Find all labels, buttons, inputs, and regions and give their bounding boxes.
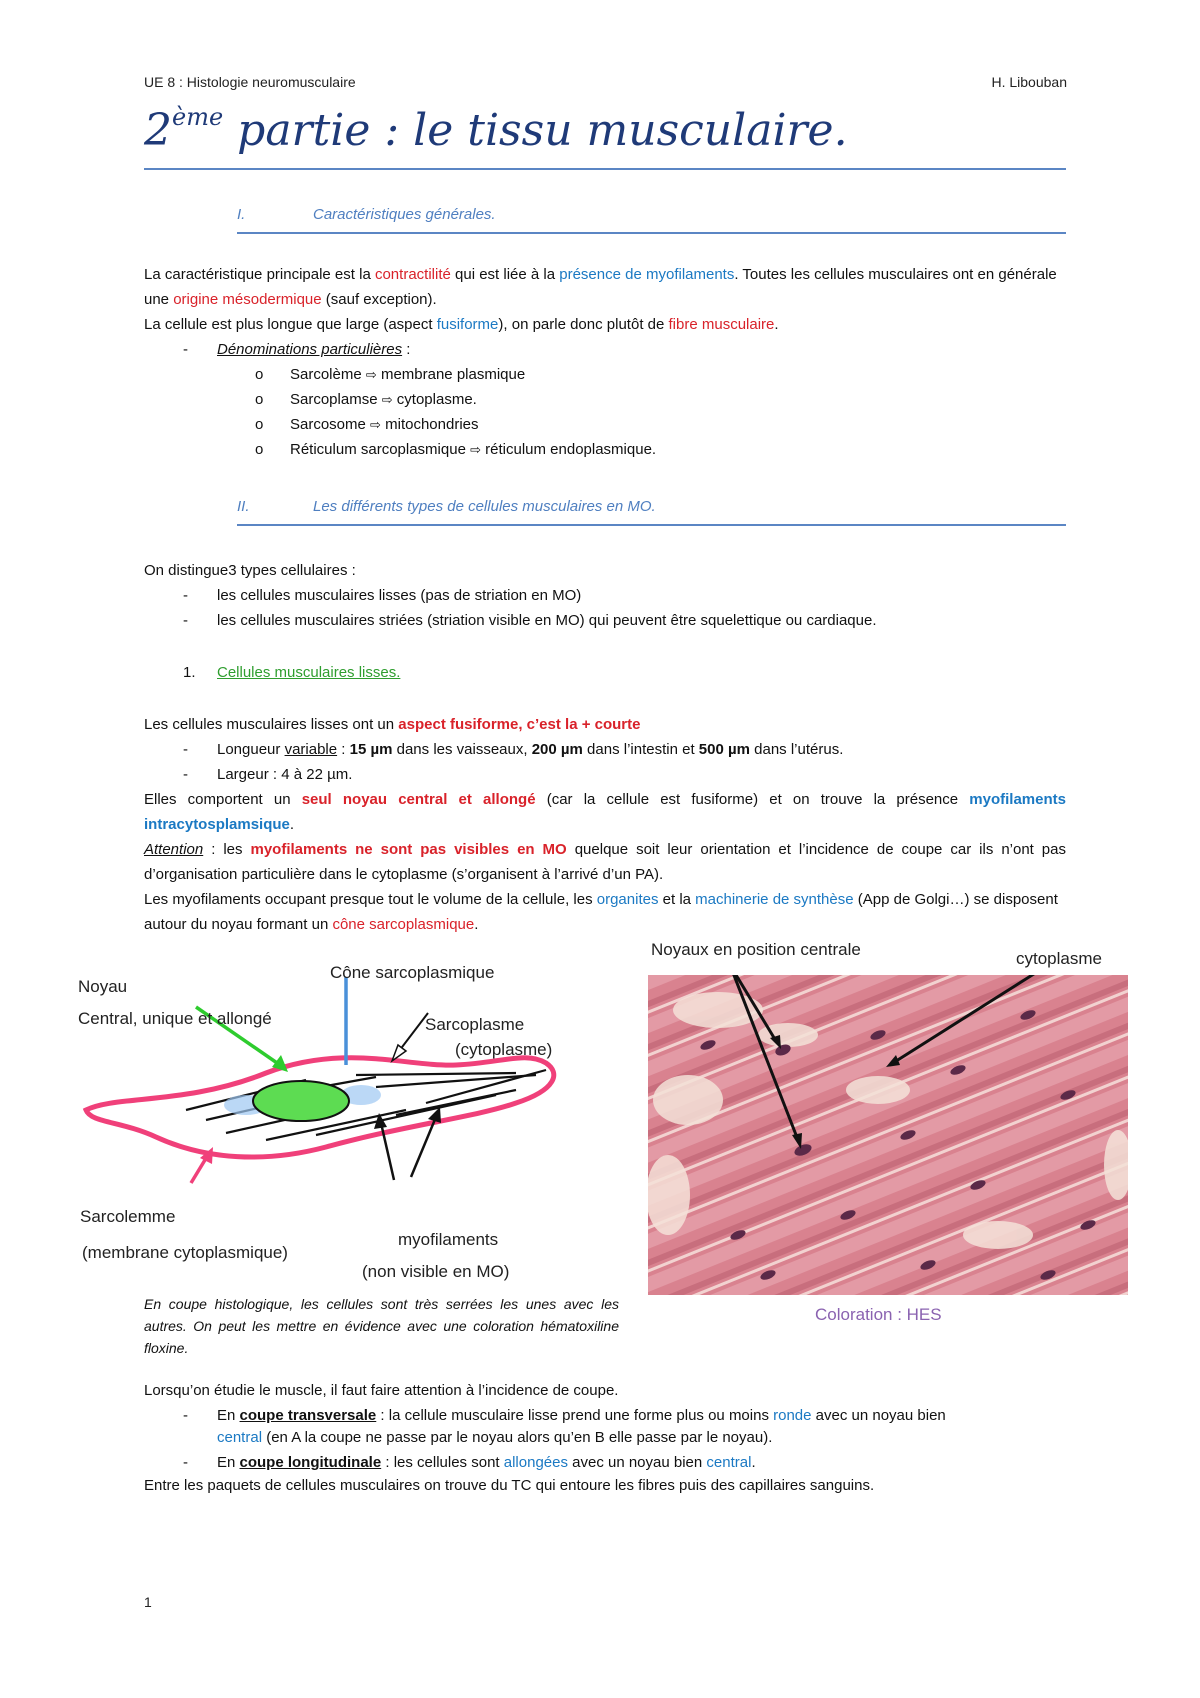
label-myofilaments: myofilaments <box>398 1230 499 1249</box>
label-sarcolemme: Sarcolemme <box>80 1207 176 1226</box>
section-1-heading: I. Caractéristiques générales. <box>237 206 496 223</box>
label-non-visible: (non visible en MO) <box>362 1262 510 1281</box>
coupe-last-line: Entre les paquets de cellules musculaires on trouve du TC qui entoure les fibres puis des capillaires sanguins. <box>144 1477 875 1494</box>
denomination-item: o Sarcoplamse ⇨ cytoplasme. <box>255 391 477 408</box>
arrow-icon: ⇨ <box>470 442 481 457</box>
label-noyau: Noyau <box>78 977 128 996</box>
types-item: - les cellules musculaires striées (striation visible en MO) qui peuvent être squelettique ou cardiaque. <box>183 612 877 629</box>
section-2-rule <box>237 524 1066 526</box>
denominations-heading: - Dénominations particulières : <box>183 341 411 358</box>
coupe-transversale-line1: - En coupe transversale : la cellule musculaire lisse prend une forme plus ou moins ronde avec un noyau bien <box>183 1407 946 1424</box>
types-intro: On distingue3 types cellulaires : <box>144 562 356 579</box>
denomination-item: o Réticulum sarcoplasmique ⇨ réticulum endoplasmique. <box>255 441 657 458</box>
coupe-transversale-line2: central (en A la coupe ne passe par le noyau alors qu’en B elle passe par le noyau). <box>217 1429 773 1446</box>
histology-photo <box>648 975 1128 1295</box>
arrow-icon: ⇨ <box>370 417 381 432</box>
attention-paragraph: Attention : les myofilaments ne sont pas visibles en MO quelque soit leur orientation et l’incidence de coupe car ils n’ont pas d’organisation particulière dans le cytoplasme (s’organisent à l’arrivé d’un PA). <box>144 841 1066 883</box>
header-left: UE 8 : Histologie neuromusculaire <box>144 74 356 90</box>
arrow-icon: ⇨ <box>365 367 377 382</box>
intro-paragraph: La caractéristique principale est la contractilité qui est liée à la présence de myofilaments. Toutes les cellules musculaires ont en générale une origine mésodermique (sauf exception). <box>144 266 1057 308</box>
label-central-unique: Central, unique et allongé <box>78 1009 272 1028</box>
label-photo-cytoplasme: cytoplasme <box>1016 949 1102 968</box>
label-membrane-cytoplasmique: (membrane cytoplasmique) <box>82 1243 288 1262</box>
types-item: - les cellules musculaires lisses (pas de striation en MO) <box>183 587 582 604</box>
section-1-rule <box>237 232 1066 234</box>
label-coloration: Coloration : HES <box>815 1305 942 1324</box>
arrow-icon: ⇨ <box>381 392 393 407</box>
histology-caption: En coupe histologique, les cellules sont très serrées les unes avec les autres. On peut les mettre en évidence avec une coloration hématoxiline floxine. <box>144 1296 619 1356</box>
noyau-paragraph: Elles comportent un seul noyau central et allongé (car la cellule est fusiforme) et on trouve la présence myofilaments intracytosplamsique. <box>144 791 1066 833</box>
width-item: - Largeur : 4 à 22 µm. <box>183 766 353 783</box>
page-title: 2ème partie : le tissu musculaire. <box>144 103 848 156</box>
label-cytoplasme-paren: (cytoplasme) <box>455 1040 553 1059</box>
title-rule <box>144 168 1066 170</box>
length-item: - Longueur variable : 15 µm dans les vaisseaux, 200 µm dans l’intestin et 500 µm dans l’utérus. <box>183 741 844 758</box>
label-sarcoplasme: Sarcoplasme <box>425 1015 525 1034</box>
myofilaments-paragraph: Les myofilaments occupant presque tout le volume de la cellule, les organites et la machinerie de synthèse (App de Golgi…) se disposent autour du noyau formant un cône sarcoplasmique. <box>144 891 1058 933</box>
header-right: H. Libouban <box>991 74 1067 90</box>
section-2-heading: II. Les différents types de cellules musculaires en MO. <box>237 498 656 515</box>
coupe-longitudinale: - En coupe longitudinale : les cellules sont allongées avec un noyau bien central. <box>183 1454 756 1471</box>
nucleus-shape <box>253 1081 349 1121</box>
label-cone-sarcoplasmique: Cône sarcoplasmique <box>330 963 495 982</box>
subsection-1-heading: 1. Cellules musculaires lisses. <box>183 664 401 681</box>
denomination-item: o Sarcolème ⇨ membrane plasmique <box>255 366 526 383</box>
label-noyaux-position-centrale: Noyaux en position centrale <box>651 940 861 959</box>
page-number: 1 <box>144 1594 152 1610</box>
lisses-intro: Les cellules musculaires lisses ont un aspect fusiforme, c’est la + courte <box>144 716 641 733</box>
denomination-item: o Sarcosome ⇨ mitochondries <box>255 416 479 433</box>
fiber-paragraph: La cellule est plus longue que large (aspect fusiforme), on parle donc plutôt de fibre musculaire. <box>144 316 779 333</box>
coupe-intro: Lorsqu’on étudie le muscle, il faut faire attention à l’incidence de coupe. <box>144 1382 619 1399</box>
